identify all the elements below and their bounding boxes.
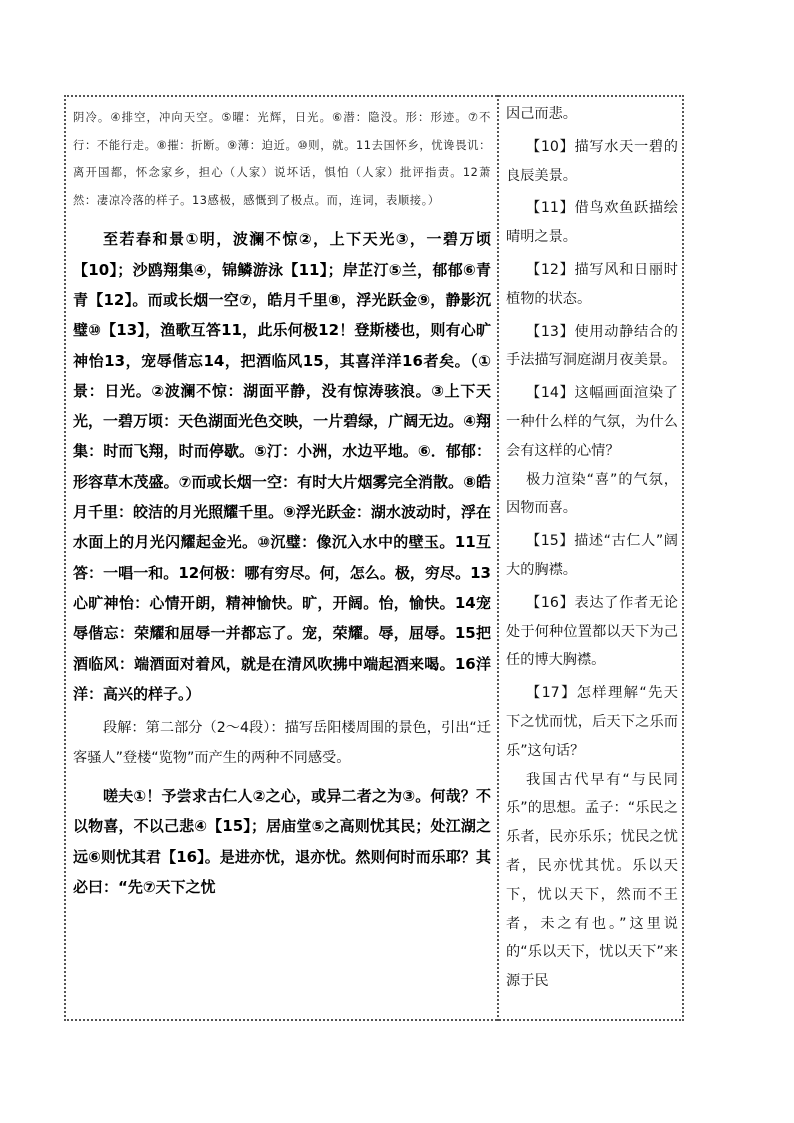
commentary-item-11: 【11】借鸟欢鱼跃描绘晴明之景。 (506, 200, 678, 246)
main-text-column (73, 104, 491, 902)
section-explanation: 段解：第二部分（2～4段）：描写岳阳楼周围的景色，引出“迁客骚人”登楼“览物”而产生的两种不同感受。 (73, 720, 491, 767)
commentary-item-16: 【16】表达了作者无论处于何种位置都以天下为己任的博大胸襟。 (506, 594, 678, 669)
commentary-item-12: 【12】描写风和日丽时植物的状态。 (506, 261, 678, 307)
column-divider (497, 95, 499, 1021)
commentary-column (506, 100, 678, 996)
original-text-paragraph-1: 至若春和景①明，波澜不惊②，上下天光③，一碧万顷【10】；沙鸥翔集④，锦鳞游泳【11】；岸芷汀⑤兰，郁郁⑥青青【12】。而或长烟一空⑦，皓月千里⑧，浮光跃金⑨，静影沉璧⑩【13】，渔歌互答11，此乐何极12！登斯楼也，则有心旷神怡13，宠辱偕忘14，把酒临风15，其喜洋洋16者矣。（①景：日光。②波澜不惊：湖面平静，没有惊涛骇浪。③上下天光，一碧万顷：天色湖面光色交映，一片碧绿，广阔无边。④翔集：时而飞翔，时而停歇。⑤汀：小洲，水边平地。⑥．郁郁：形容草木茂盛。⑦而或长烟一空：有时大片烟雾完全消散。⑧皓月千里：皎洁的月光照耀千里。⑨浮光跃金：湖水波动时，浮在水面上的月光闪耀起金光。⑩沉璧：像沉入水中的壁玉。11互答：一唱一和。12何极：哪有穷尽。何，怎么。极，穷尽。13心旷神怡：心情开朗，精神愉快。旷，开阔。怡，愉快。14宠辱偕忘：荣耀和屈辱一并都忘了。宠，荣耀。辱，屈辱。15把酒临风：端酒面对着风，就是在清风吹拂中端起酒来喝。16洋洋：高兴的样子。） (73, 230, 491, 703)
commentary-item-15: 【15】描述“古仁人”阔大的胸襟。 (506, 533, 678, 578)
commentary-item-13: 【13】使用动静结合的手法描写洞庭湖月夜美景。 (506, 323, 678, 369)
commentary-item-17: 【17】怎样理解“先天下之忧而忧，后天下之乐而乐”这句话？ (506, 685, 678, 759)
commentary-answer-17: 我国古代早有“与民同乐”的思想。孟子：“乐民之乐者，民亦乐乐；忧民之忧者，民亦忧其忧。乐以天下，忧以天下，然而不王者，未之有也。”这里说的“乐以天下，忧以天下”来源于民 (506, 771, 678, 990)
annotation-notes: 阴冷。④排空，冲向天空。⑤曜：光辉，日光。⑥潜：隐没。形：形迹。⑦不行：不能行走。⑧摧：折断。⑨薄：迫近。⑩则，就。11去国怀乡，忧谗畏讥：离开国都，怀念家乡，担心（人家）说坏话，惧怕（人家）批评指责。12萧然：凄凉冷落的样子。13感极，感慨到了极点。而，连词，表顺接。） (73, 111, 491, 207)
commentary-item-10: 【10】描写水天一碧的良辰美景。 (506, 138, 678, 184)
commentary-line: 因己而悲。 (506, 106, 577, 122)
commentary-item-14: 【14】这幅画面渲染了一种什么样的气氛，为什么会有这样的心情？ (506, 385, 678, 459)
commentary-answer-14: 极力渲染“喜”的气氛，因物而喜。 (506, 471, 678, 517)
original-text-paragraph-2: 嗟夫①！予尝求古仁人②之心，或异二者之为③。何哉？不以物喜，不以己悲④【15】；居庙堂⑤之高则忧其民；处江湖之远⑥则忧其君【16】。是进亦忧，退亦忧。然则何时而乐耶？其必曰：“先⑦天下之忧 (73, 787, 491, 897)
